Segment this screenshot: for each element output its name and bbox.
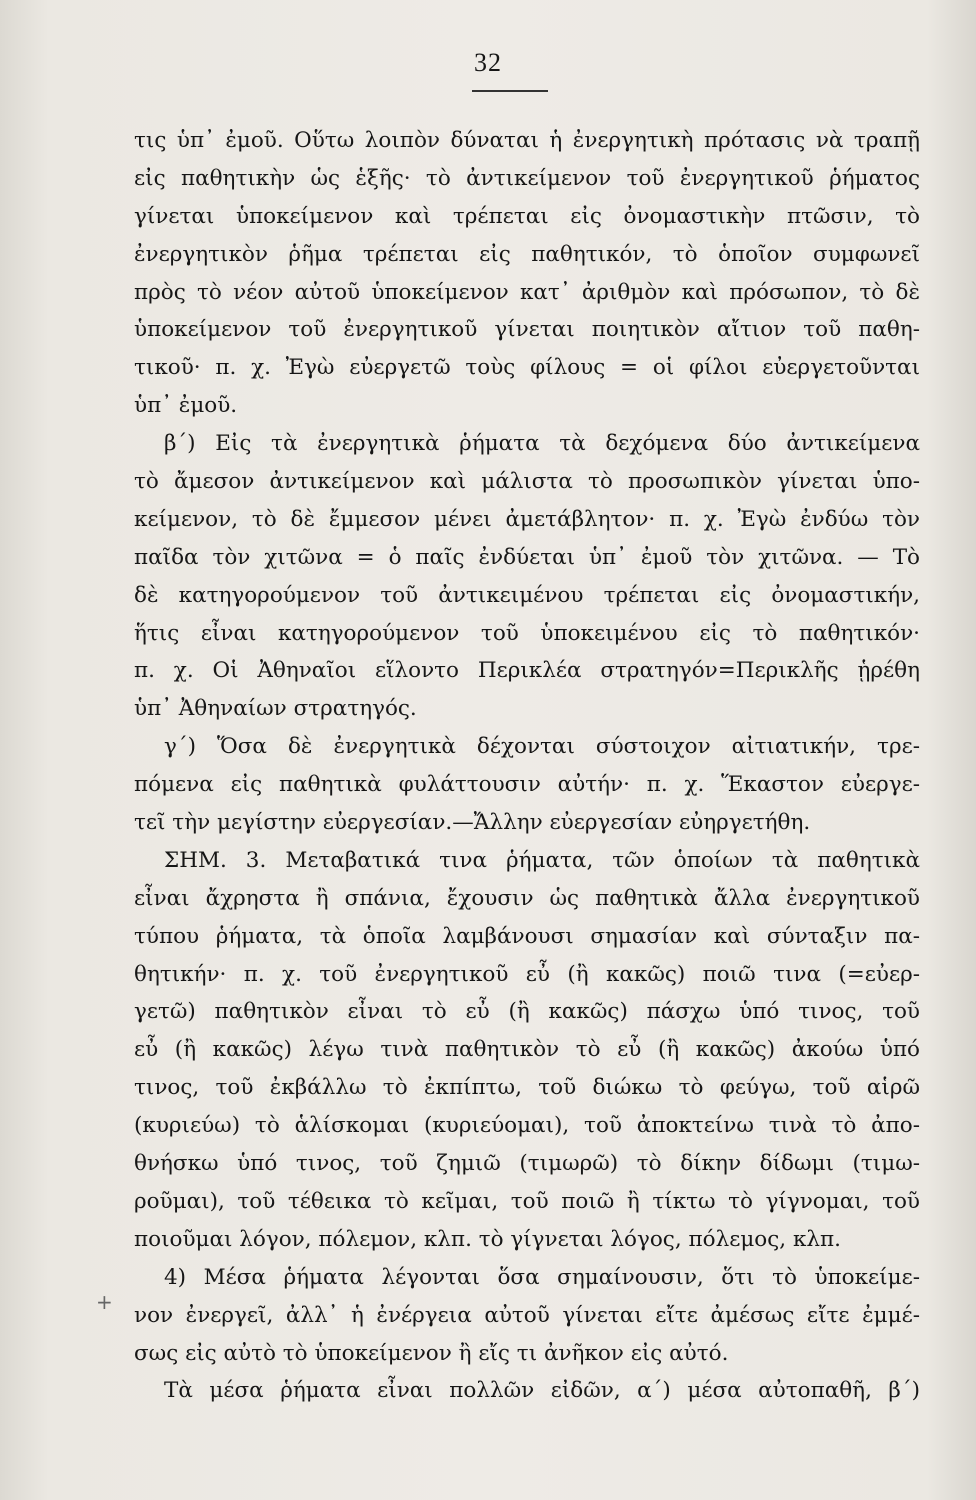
text-line: νον ἐνεργεῖ, ἀλλ᾽ ἡ ἐνέργεια αὐτοῦ γίνεται εἴτε ἀμέσως εἴτε ἐμμέ- <box>134 1302 920 1328</box>
text-line: ὑπ᾽ Ἀθηναίων στρατηγός. <box>134 696 417 722</box>
text-line: πόμενα εἰς παθητικὰ φυλάττουσιν αὐτήν· π. χ. Ἕκαστον εὐεργε- <box>134 772 920 798</box>
text-line: εἰς παθητικὴν ὡς ἑξῆς· τὸ ἀντικείμενον τοῦ ἐνεργητικοῦ ῥήματος <box>134 165 920 191</box>
text-line: (κυριεύω) τὸ ἁλίσκομαι (κυριεύομαι), τοῦ ἀποκτείνω τινὰ τὸ ἀπο- <box>134 1113 920 1139</box>
text-line: γίνεται ὑποκείμενον καὶ τρέπεται εἰς ὀνομαστικὴν πτῶσιν, τὸ <box>134 203 920 229</box>
text-line: τύπου ῥήματα, τὰ ὁποῖα λαμβάνουσι σημασίαν καὶ σύνταξιν πα- <box>134 923 920 949</box>
text-line: τὸ ἄμεσον ἀντικείμενον καὶ μάλιστα τὸ προσωπικὸν γίνεται ὑπο- <box>134 469 920 495</box>
text-line: τις ὑπ᾽ ἐμοῦ. Οὕτω λοιπὸν δύναται ἡ ἐνεργητικὴ πρότασις νὰ τραπῇ <box>134 128 920 153</box>
body-text <box>134 122 920 1410</box>
text-line: π. χ. Οἱ Ἀθηναῖοι εἵλοντο Περικλέα στρατηγόν=Περικλῆς ᾑρέθη <box>134 658 920 684</box>
text-line: γετῶ) παθητικὸν εἶναι τὸ εὖ (ἢ κακῶς) πάσχω ὑπό τινος, τοῦ <box>134 999 920 1025</box>
text-line: ὑπ᾽ ἐμοῦ. <box>134 393 238 419</box>
text-line: Τὰ μέσα ῥήματα εἶναι πολλῶν εἰδῶν, α´) μέσα αὐτοπαθῆ, β´) <box>164 1378 920 1404</box>
page-number-rule <box>472 90 548 92</box>
text-line: ἐνεργητικὸν ῥῆμα τρέπεται εἰς παθητικόν, τὸ ὁποῖον συμφωνεῖ <box>134 241 920 267</box>
text-line: θητικήν· π. χ. τοῦ ἐνεργητικοῦ εὖ (ἢ κακῶς) ποιῶ τινα (=εὐερ- <box>134 961 920 987</box>
text-line: ἥτις εἶναι κατηγορούμενον τοῦ ὑποκειμένου εἰς τὸ παθητικόν· <box>134 620 920 646</box>
text-line: εὖ (ἢ κακῶς) λέγω τινὰ παθητικὸν τὸ εὖ (ἢ κακῶς) ἀκούω ὑπό <box>134 1037 920 1063</box>
text-line: ποιοῦμαι λόγον, πόλεμον, κλπ. τὸ γίγνεται λόγος, πόλεμος, κλπ. <box>134 1226 841 1252</box>
text-line: πρὸς τὸ νέον αὐτοῦ ὑποκείμενον κατ᾽ ἀριθμὸν καὶ πρόσωπον, τὸ δὲ <box>134 279 920 305</box>
page-number: 32 <box>474 48 502 77</box>
text-line: δὲ κατηγορούμενον τοῦ ἀντικειμένου τρέπεται εἰς ὀνομαστικήν, <box>134 582 920 608</box>
text-line: κείμενον, τὸ δὲ ἔμμεσον μένει ἀμετάβλητον· π. χ. Ἐγὼ ἐνδύω τὸν <box>134 506 920 532</box>
text-line: γ´) Ὅσα δὲ ἐνεργητικὰ δέχονται σύστοιχον αἰτιατικήν, τρε- <box>164 734 920 760</box>
margin-mark: + <box>96 1290 113 1314</box>
text-line: ροῦμαι), τοῦ τέθεικα τὸ κεῖμαι, τοῦ ποιῶ ἢ τίκτω τὸ γίγνομαι, τοῦ <box>134 1188 920 1214</box>
text-line: σως εἰς αὐτὸ τὸ ὑποκείμενον ἢ εἴς τι ἀνῆκον εἰς αὐτό. <box>134 1340 729 1366</box>
text-line: ὑποκείμενον τοῦ ἐνεργητικοῦ γίνεται ποιητικὸν αἴτιον τοῦ παθη- <box>134 317 920 343</box>
text-line: 4) Μέσα ῥήματα λέγονται ὅσα σημαίνουσιν, ὅτι τὸ ὑποκείμε- <box>164 1264 920 1290</box>
text-line: ΣΗΜ. 3. Μεταβατικά τινα ῥήματα, τῶν ὁποίων τὰ παθητικὰ <box>164 847 920 873</box>
text-line: τινος, τοῦ ἐκβάλλω τὸ ἐκπίπτω, τοῦ διώκω τὸ φεύγω, τοῦ αἱρῶ <box>134 1075 920 1101</box>
text-line: τικοῦ· π. χ. Ἐγὼ εὐεργετῶ τοὺς φίλους = οἱ φίλοι εὐεργετοῦνται <box>134 355 920 381</box>
text-line: εἶναι ἄχρηστα ἢ σπάνια, ἔχουσιν ὡς παθητικὰ ἄλλα ἐνεργητικοῦ <box>134 885 920 911</box>
text-line: θνήσκω ὑπό τινος, τοῦ ζημιῶ (τιμωρῶ) τὸ δίκην δίδωμι (τιμω- <box>134 1151 920 1177</box>
text-line: τεῖ τὴν μεγίστην εὐεργεσίαν.—Ἄλλην εὐεργεσίαν εὐηργετήθη. <box>134 810 811 836</box>
text-line: β´) Εἰς τὰ ἐνεργητικὰ ῥήματα τὰ δεχόμενα δύο ἀντικείμενα <box>164 431 920 457</box>
text-line: παῖδα τὸν χιτῶνα = ὁ παῖς ἐνδύεται ὑπ᾽ ἐμοῦ τὸν χιτῶνα. — Τὸ <box>134 544 920 570</box>
